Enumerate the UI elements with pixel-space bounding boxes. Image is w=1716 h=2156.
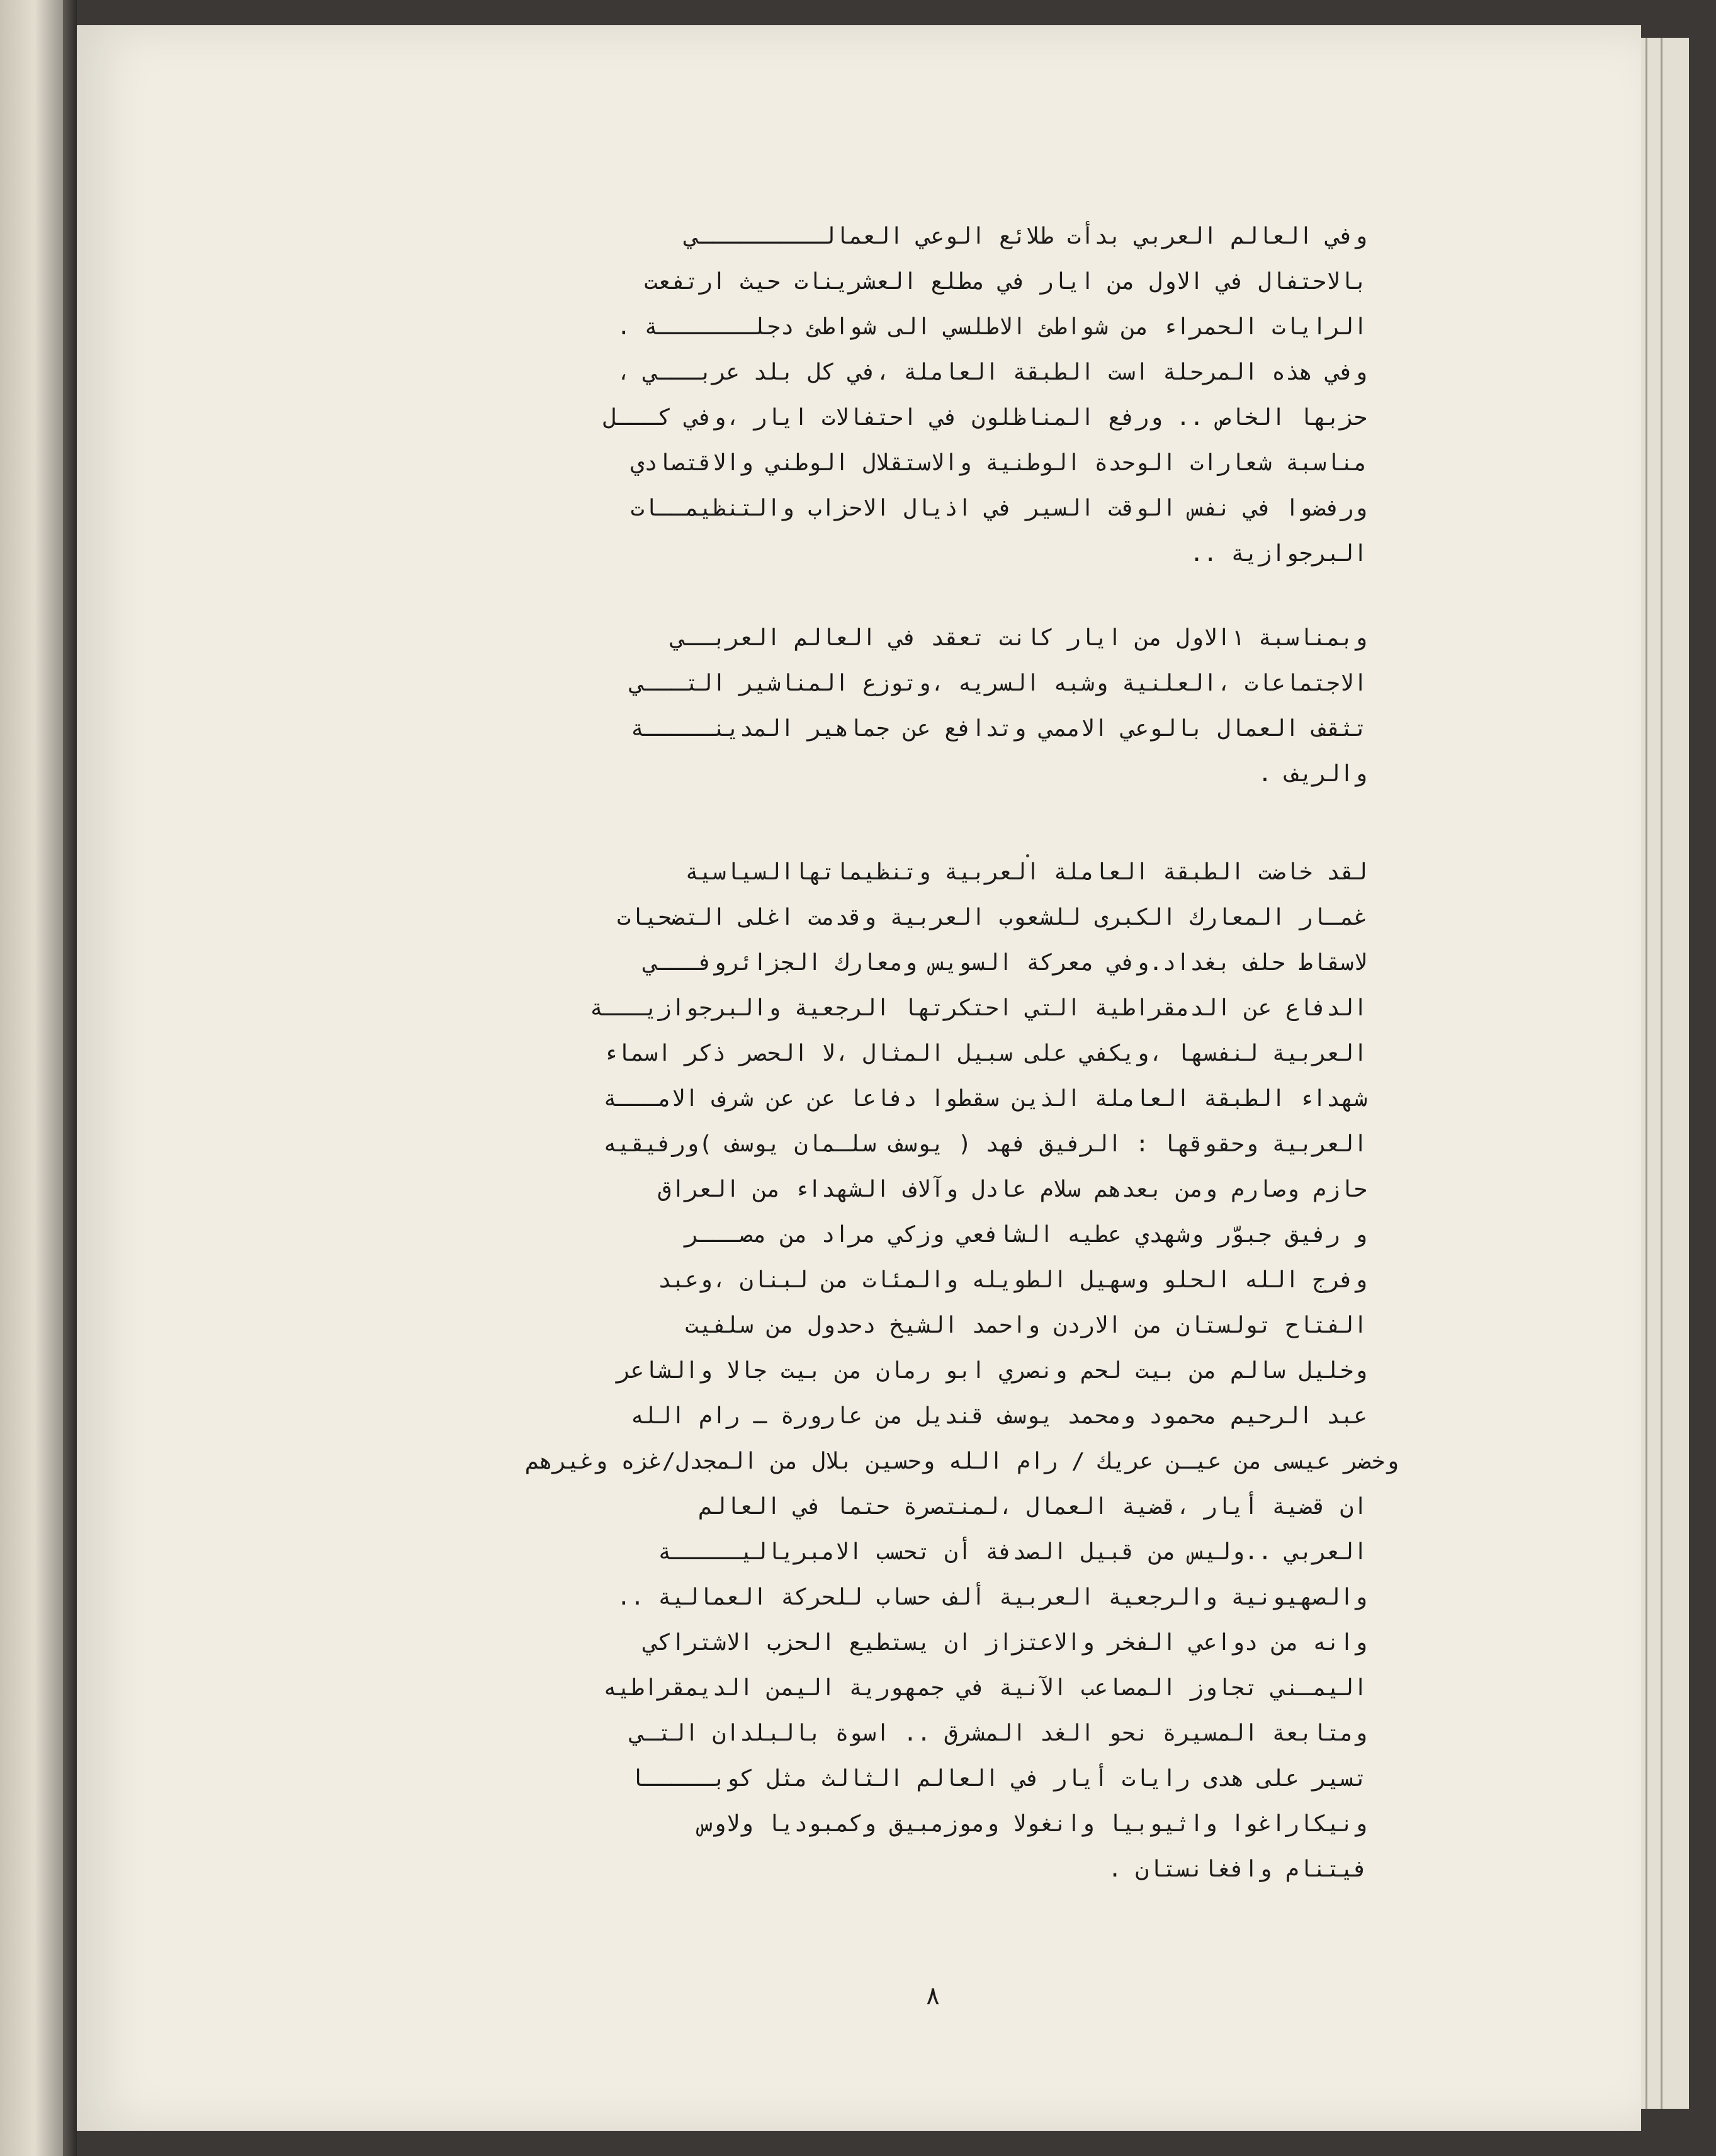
text-line: ومتابعة المسيرة نحو الغد المشرق .. اسوة بالبلدان التـي (630, 1720, 1367, 1746)
text-line: و رفيق جبوّر وشهدي عطيه الشافعي وزكي مراد من مصـــر (685, 1222, 1367, 1248)
document-page (77, 25, 1641, 2131)
text-line: تثقف العمال بالوعي الاممي وتدافع عن جماهير المدينـــــة (630, 716, 1367, 742)
text-line: شهداء الطبقة العاملة الذين سقطوا دفاعا عن عن شرف الامـــة (603, 1086, 1367, 1112)
page-number: ٨ (926, 1982, 940, 2011)
text-line: غمـار المعارك الكبرى للشعوب العربية وقدمت اغلى التضحيات (616, 905, 1367, 930)
text-line: والريف . (1258, 761, 1367, 787)
text-line: بالاحتفال في الاول من ايار في مطلع العشرينات حيث ارتفعت (644, 269, 1367, 295)
left-page-edge (0, 0, 63, 2156)
text-line: الرايات الحمراء من شواطئ الاطلسي الى شواطئ دجلـــــــة . (616, 314, 1367, 340)
stray-mark (1026, 854, 1029, 857)
text-line: عبد الرحيم محمود ومحمد يوسف قنديل من عارورة ـ رام الله (630, 1403, 1367, 1429)
text-line: والصهيونية والرجعية العربية ألف حساب للحركة العمالية .. (616, 1584, 1367, 1610)
text-line: اليمـني تجاوز المصاعب الآنية في جمهورية اليمن الديمقراطيه (603, 1675, 1367, 1701)
paragraph-2 (385, 616, 1367, 797)
text-line: وخليل سالم من بيت لحم ونصري ابو رمان من بيت جالا والشاعر (616, 1358, 1367, 1384)
text-line: لقد خاضت الطبقة العاملة العربية وتنظيماتهاالسياسية (685, 859, 1367, 885)
text-line: وفي هذه المرحلة است الطبقة العاملة ،في كل بلد عربـــي ، (616, 359, 1367, 385)
text-line: العربية لنفسها ،ويكفي على سبيل المثال ،لا الحصر ذكر اسماء (603, 1041, 1367, 1066)
body-text (385, 214, 1399, 1892)
text-line: وانه من دواعي الفخر والاعتزاز ان يستطيع الحزب الاشتراكي (644, 1630, 1367, 1656)
text-line: العربية وحقوقها : الرفيق فهد ( يوسف سلـمان يوسف )ورفيقيه (603, 1131, 1367, 1157)
text-line: فيتنام وافغانستان . (1108, 1856, 1367, 1882)
text-line: حازم وصارم ومن بعدهم سلام عادل وآلاف الشهداء من العراق (657, 1177, 1367, 1202)
text-line: حزبها الخاص .. ورفع المناظلون في احتفالات ايار ،وفي كـــل (603, 405, 1367, 431)
text-line: ورفضوا في نفس الوقت السير في اذيال الاحزاب والتنظيمــات (630, 495, 1367, 521)
text-line: ان قضية أيار ،قضية العمال ،لمنتصرة حتما في العالم (698, 1494, 1367, 1520)
text-line: الدفاع عن الدمقراطية التي احتكرتها الرجعية والبرجوازيـــة (589, 995, 1367, 1021)
text-line: وفي العالم العربي بدأت طلائع الوعي العمالـــــــــي (685, 223, 1367, 249)
text-line: الاجتماعات ،العلنية وشبه السريه ،وتوزع المناشير التـــي (630, 670, 1367, 696)
text-line: وبمناسبة ١الاول من ايار كانت تعقد في العالم العربــي (671, 625, 1367, 651)
text-line: وفرج الله الحلو وسهيل الطويله والمئات من لبنان ،وعبد (657, 1267, 1367, 1293)
paragraph-1 (385, 214, 1367, 577)
text-line: البرجوازية .. (1190, 541, 1367, 567)
paragraph-3 (385, 850, 1399, 1484)
text-line: لاسقاط حلف بغداد.وفي معركة السويس ومعارك الجزائروفـــي (644, 950, 1367, 976)
text-line: وخضر عيسى من عيـن عريك / رام الله وحسين بلال من المجدل/غزه وغيرهم (525, 1448, 1399, 1474)
text-line: العربي ..وليس من قبيل الصدفة أن تحسب الامبرياليـــــة (657, 1539, 1367, 1565)
book-gutter (63, 0, 77, 2156)
paragraph-4 (385, 1484, 1367, 1892)
text-line: الفتاح تولستان من الاردن واحمد الشيخ دحدول من سلفيت (685, 1312, 1367, 1338)
text-line: مناسبة شعارات الوحدة الوطنية والاستقلال الوطني والاقتصادي (630, 450, 1367, 476)
text-line: ونيكاراغوا واثيوبيا وانغولا وموزمبيق وكمبوديا ولاوس (698, 1811, 1367, 1837)
text-line: تسير على هدى رايات أيار في العالم الثالث مثل كوبـــــا (630, 1766, 1367, 1792)
